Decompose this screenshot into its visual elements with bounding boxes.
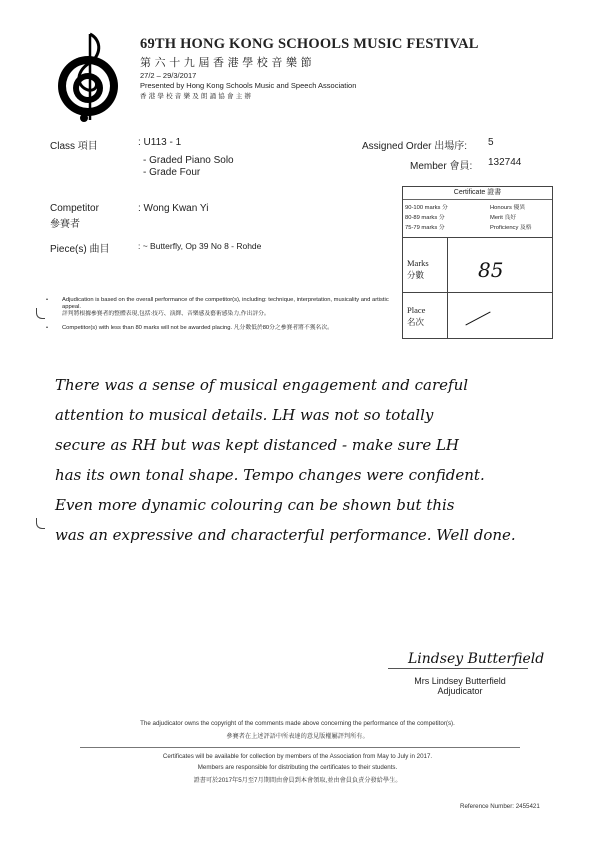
margin-check-icon — [36, 518, 45, 529]
cert-range: 90-100 marks 分 — [405, 205, 448, 211]
assigned-order-value: 5 — [488, 137, 494, 148]
comment-line: There was a sense of musical engagement and careful — [55, 376, 469, 394]
adjudicator-signature: Lindsey Butterfield — [408, 651, 545, 667]
presented-by-zh: 香港學校音樂及朗誦協會主辦 — [140, 92, 254, 100]
certificate-header: Certificate 證書 — [403, 187, 552, 200]
festival-logo — [52, 30, 124, 126]
comment-line: attention to musical details. LH was not so totally — [55, 406, 434, 424]
member-value: 132744 — [488, 157, 522, 168]
bullet-icon: • — [46, 325, 49, 331]
class-value: : U113 - 1 — [138, 137, 182, 148]
adjudicator-title: Adjudicator — [437, 686, 483, 696]
place-label: Place — [407, 305, 426, 315]
comment-line: was an expressive and characterful performance. Well done. — [55, 526, 516, 544]
marks-value: 85 — [478, 258, 504, 282]
pieces-label: Piece(s) 曲目 — [50, 244, 110, 255]
comment-line: secure as RH but was kept distanced - make sure LH — [55, 436, 460, 454]
festival-title: 69TH HONG KONG SCHOOLS MUSIC FESTIVAL — [140, 36, 479, 52]
competitor-value: : Wong Kwan Yi — [138, 203, 209, 214]
presented-by: Presented by Hong Kong Schools Music and Speech Association — [140, 81, 357, 90]
cert-range: 75-79 marks 分 — [405, 225, 445, 231]
class-desc-1: - Graded Piano Solo — [143, 155, 234, 166]
footer-certificates: Certificates will be available for collection by members of the Association from May to July in 2017. — [162, 753, 433, 760]
footer-certificates-zh: 證書可於2017年5月至7月期間由會員到本會領取,並由會員負責分發給學生。 — [193, 777, 402, 784]
adjudicator-comments — [55, 370, 550, 550]
festival-dates: 27/2 – 29/3/2017 — [140, 71, 197, 80]
cert-range: 80-89 marks 分 — [405, 215, 445, 221]
bullet-icon: • — [46, 297, 49, 303]
note-placing: Competitor(s) with less than 80 marks will not be awarded placing. 凡分數低於80分之參賽者將不獲名次。 — [62, 325, 333, 331]
signature-line — [388, 668, 528, 669]
adjudicator-block — [400, 676, 520, 696]
assigned-order-label: Assigned Order 出場序: — [362, 141, 468, 152]
place-label-zh: 名次 — [407, 317, 425, 327]
divider — [447, 293, 448, 339]
note-adjudication — [62, 297, 392, 318]
festival-title-zh: 第六十九屆香港學校音樂節 — [140, 56, 316, 69]
divider — [447, 238, 448, 293]
class-desc-2: - Grade Four — [143, 167, 201, 178]
comment-line: has its own tonal shape. Tempo changes were confident. — [55, 466, 485, 484]
footer-copyright: The adjudicator owns the copyright of the comments made above concerning the performance of the competitor(s). — [140, 720, 455, 727]
footer-divider — [80, 747, 520, 748]
reference-number: Reference Number: 2455421 — [460, 803, 540, 810]
member-label: Member 會員: — [410, 161, 473, 172]
margin-check-icon — [36, 308, 45, 319]
adjudicator-name: Mrs Lindsey Butterfield — [414, 676, 506, 686]
class-label: Class 項目 — [50, 141, 98, 152]
footer-copyright-zh: 參賽者在上述評語中所表達的意見版權屬評判所有。 — [226, 733, 369, 740]
marks-label-zh: 分數 — [407, 270, 425, 280]
note-adjudication-en: Adjudication is based on the overall performance of the competitor(s), including: technique, interpretation, musicality and artistic appeal. — [62, 297, 389, 310]
cert-award: Merit 良好 — [490, 215, 517, 221]
place-section — [403, 292, 552, 339]
competitor-label: Competitor — [50, 203, 99, 214]
note-adjudication-zh: 評判將根據參賽者的整體表現,包括:技巧、演繹、音樂感及藝術感染力,作出評分。 — [62, 311, 270, 317]
cert-award: Proficiency 及格 — [490, 225, 532, 231]
footer-members: Members are responsible for distributing the certificates to their students. — [197, 764, 398, 771]
marks-label: Marks — [407, 258, 429, 268]
cert-award: Honours 優異 — [490, 205, 526, 211]
pieces-value: : ~ Butterfly, Op 39 No 8 - Rohde — [138, 241, 262, 251]
competitor-label-zh: 參賽者 — [50, 219, 80, 230]
comment-line: Even more dynamic colouring can be shown but this — [55, 496, 455, 514]
